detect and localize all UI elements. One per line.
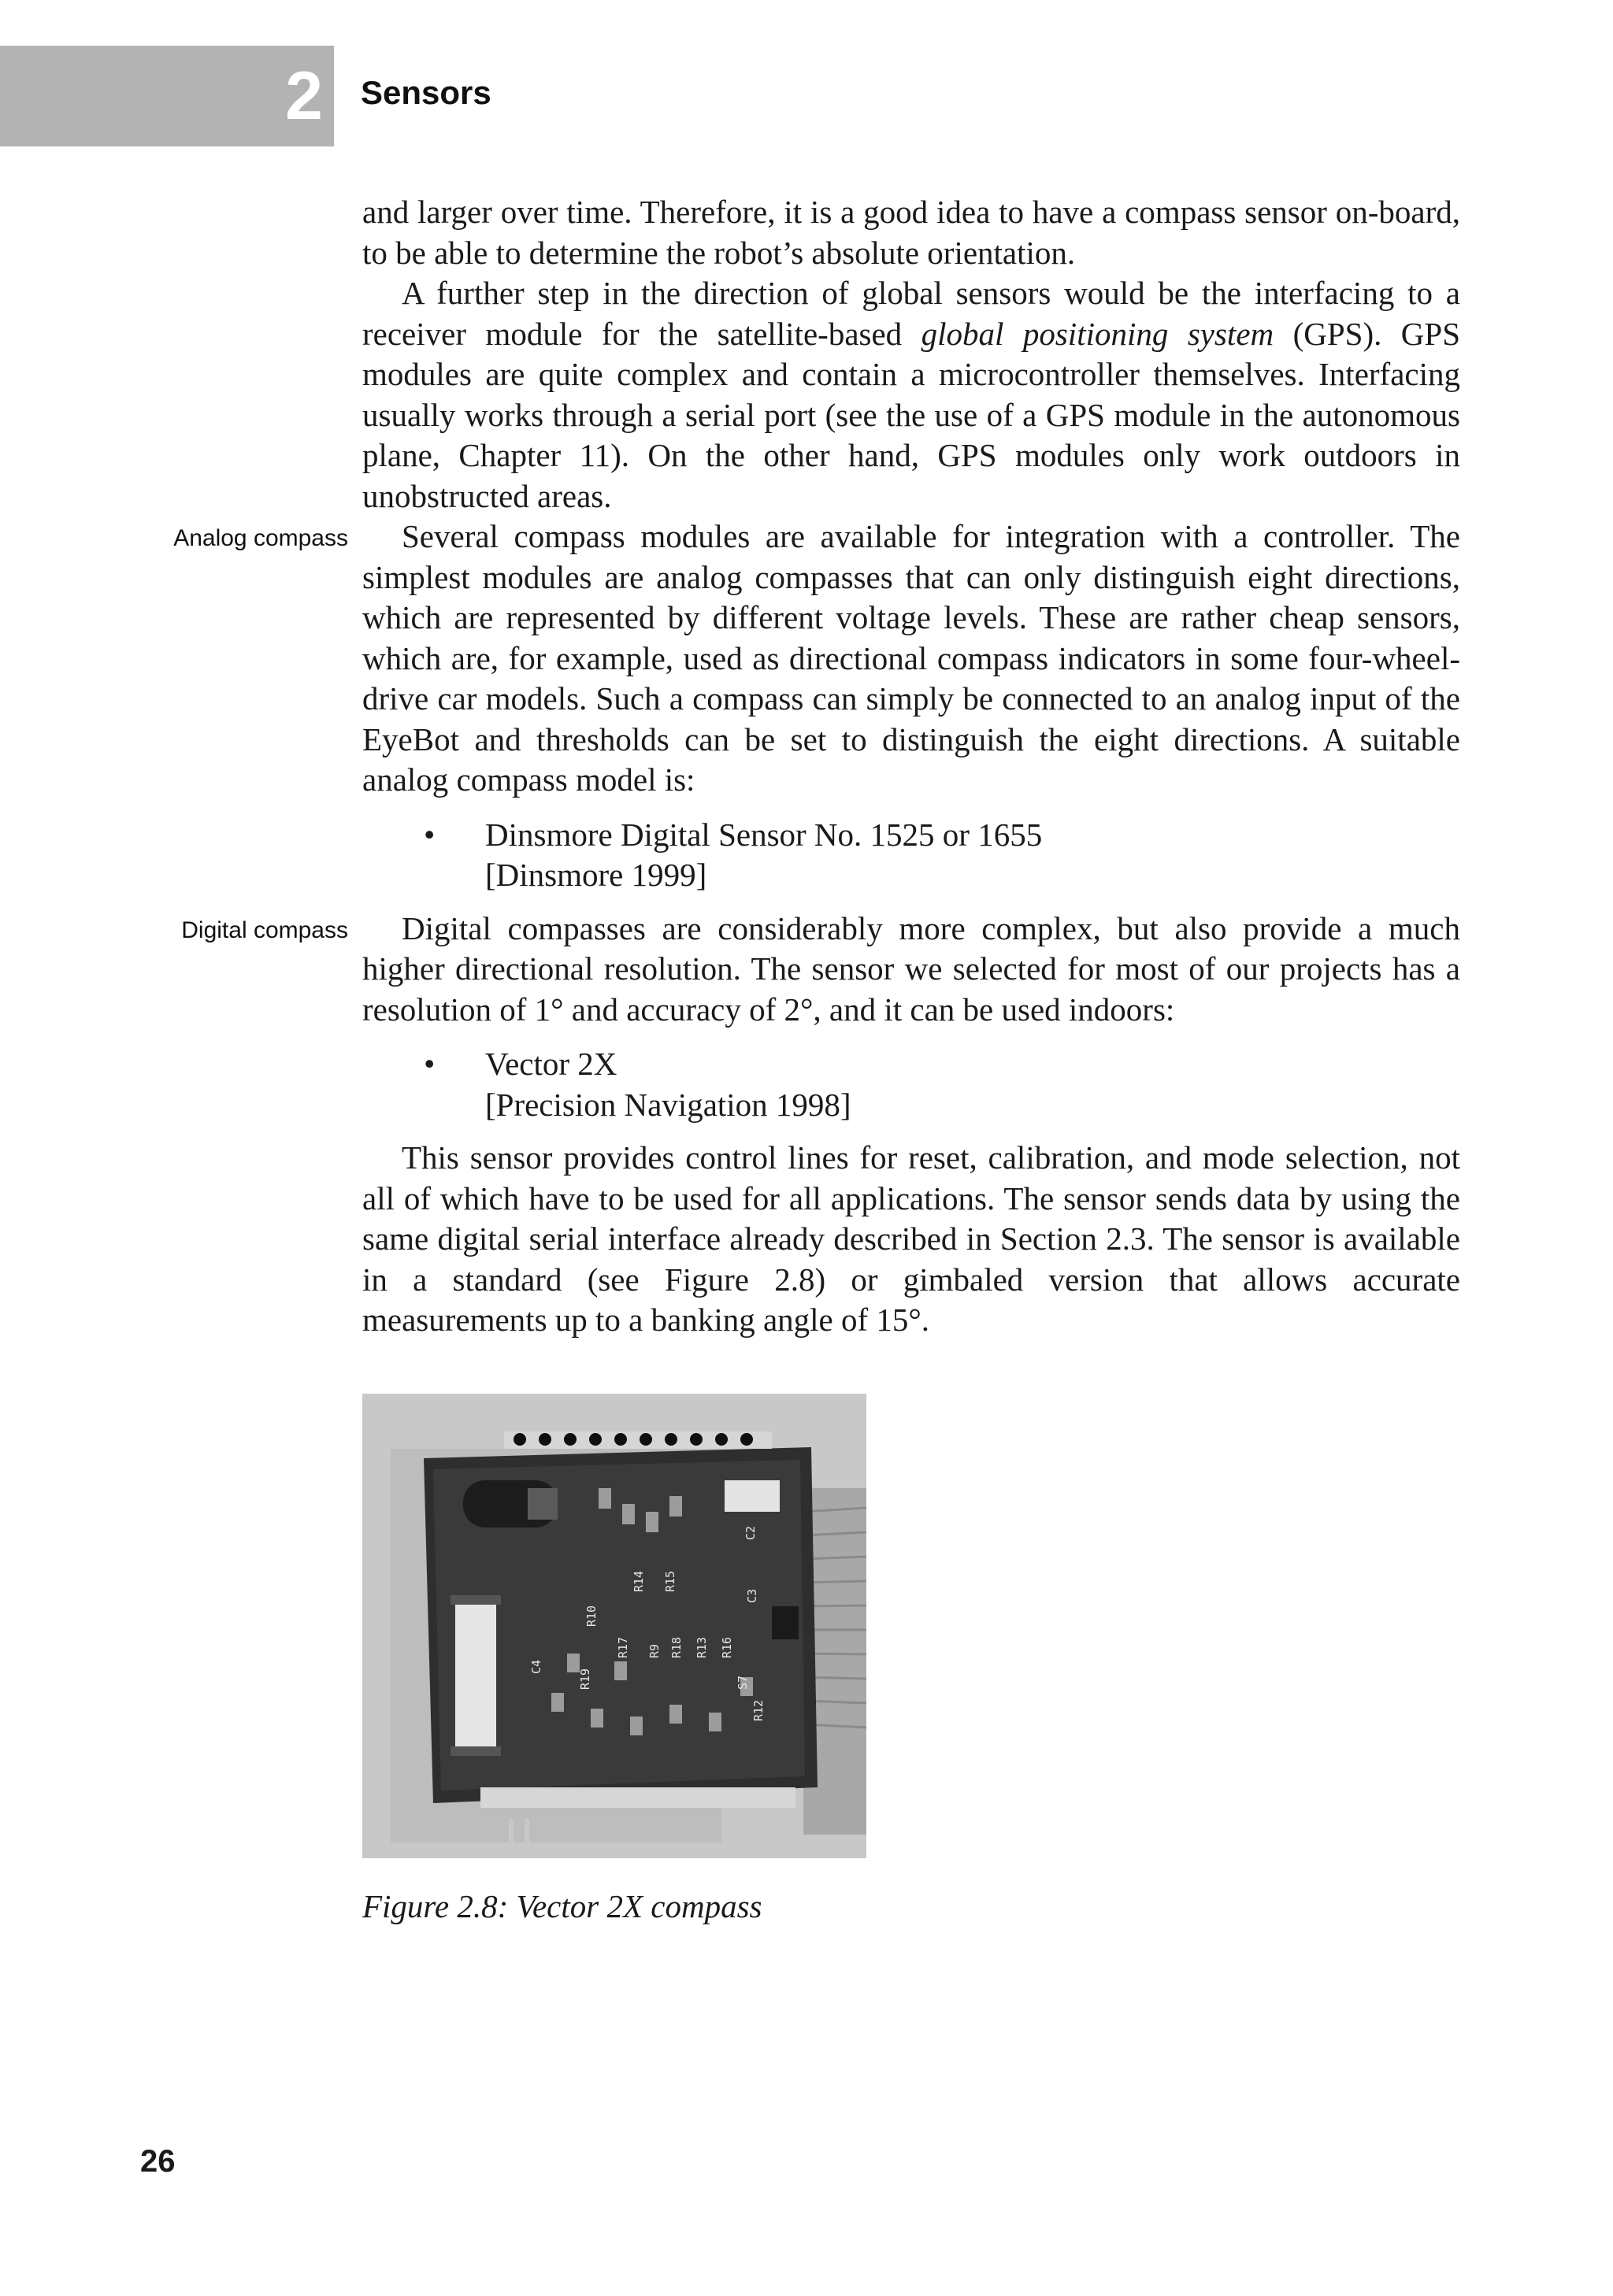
chapter-header-band — [0, 46, 334, 146]
board-label-c2: C2 — [743, 1525, 758, 1540]
board-label-r9: R9 — [647, 1643, 662, 1658]
circuit-board-illustration — [362, 1394, 866, 1858]
gps-text-after: (GPS). GPS modules are quite complex and contain a microcontroller themselves. Interfacing usually works through a serial port (see the use of a GPS module in the autonomous plane, Chapter 11). On the other hand, GPS modules only work outdoors in unobstructed areas. — [362, 315, 1461, 514]
list-item-citation: [Precision Navigation 1998] — [485, 1086, 851, 1123]
board-label-r12: R12 — [751, 1699, 766, 1721]
board-label-r10: R10 — [584, 1605, 599, 1627]
board-label-s7: S7 — [736, 1675, 750, 1690]
board-label-c4: C4 — [529, 1659, 543, 1674]
figure-caption: Figure 2.8: Vector 2X compass — [362, 1888, 762, 1924]
list-item-line: Dinsmore Digital Sensor No. 1525 or 1655 — [485, 816, 1043, 853]
paragraph-digital-compass: Digital compasses are considerably more complex, but also provide a much higher directional resolution. The sensor we selected for most of our projects has a resolution of 1° and accuracy of 2°, and it can be used indoors: — [362, 909, 1460, 1028]
board-label-r15: R15 — [663, 1570, 677, 1592]
list-item-line: Vector 2X — [485, 1046, 617, 1082]
paragraph-sensor-description: This sensor provides control lines for reset, calibration, and mode selection, not all of which have to be used for all applications. The sensor sends data by using the same digital serial interface already described in Section 2.3. The sensor is available in a standard (see Figure 2.8) or gimbaled version that allows accurate measurements up to a banking angle of 15°. — [362, 1139, 1460, 1338]
board-label-r16: R16 — [720, 1636, 734, 1658]
body-text — [173, 192, 1461, 1341]
gps-text-before: A further step in the direction of global sensors would be the interfacing to a receiver module for the satellite-based — [362, 275, 1460, 352]
page-number: 26 — [140, 2144, 176, 2179]
analog-compass-section — [173, 517, 1460, 896]
board-label-c3: C3 — [745, 1588, 759, 1603]
digital-compass-list — [362, 1044, 1460, 1125]
margin-note-analog-compass: Analog compass — [173, 525, 348, 551]
paragraph-continuation: and larger over time. Therefore, it is a good idea to have a compass sensor on-board, to be able to determine the robot’s absolute orientation. — [362, 194, 1460, 271]
bullet-mark: • — [424, 816, 436, 853]
bullet-mark: • — [424, 1046, 436, 1082]
gps-emphasis: global positioning system — [921, 315, 1274, 352]
paragraph-gps — [362, 273, 1460, 517]
figure-vector-2x-photo — [362, 1394, 866, 1858]
list-item — [362, 1044, 1460, 1125]
board-label-r14: R14 — [632, 1570, 646, 1592]
digital-compass-section — [181, 909, 1460, 1126]
board-label-r19: R19 — [578, 1668, 592, 1690]
list-item — [362, 815, 1460, 896]
paragraph-analog-compass: Several compass modules are available for integration with a controller. The simplest modules are analog compasses that can only distinguish eight directions, which are represented by different voltage levels. These are rather cheap sensors, which are, for example, used as directional compass indicators in some four-wheel-drive car models. Such a compass can simply be connected to an analog input of the EyeBot and thresholds can be set to distinguish the eight directions. A suitable analog compass model is: — [362, 518, 1460, 798]
margin-note-digital-compass: Digital compass — [181, 917, 348, 943]
board-label-r18: R18 — [669, 1636, 684, 1658]
chapter-title: Sensors — [361, 74, 491, 111]
board-label-r17: R17 — [616, 1636, 630, 1658]
chapter-number: 2 — [285, 58, 323, 134]
board-label-r13: R13 — [695, 1636, 709, 1658]
list-item-citation: [Dinsmore 1999] — [485, 857, 707, 893]
analog-compass-list — [362, 815, 1460, 896]
